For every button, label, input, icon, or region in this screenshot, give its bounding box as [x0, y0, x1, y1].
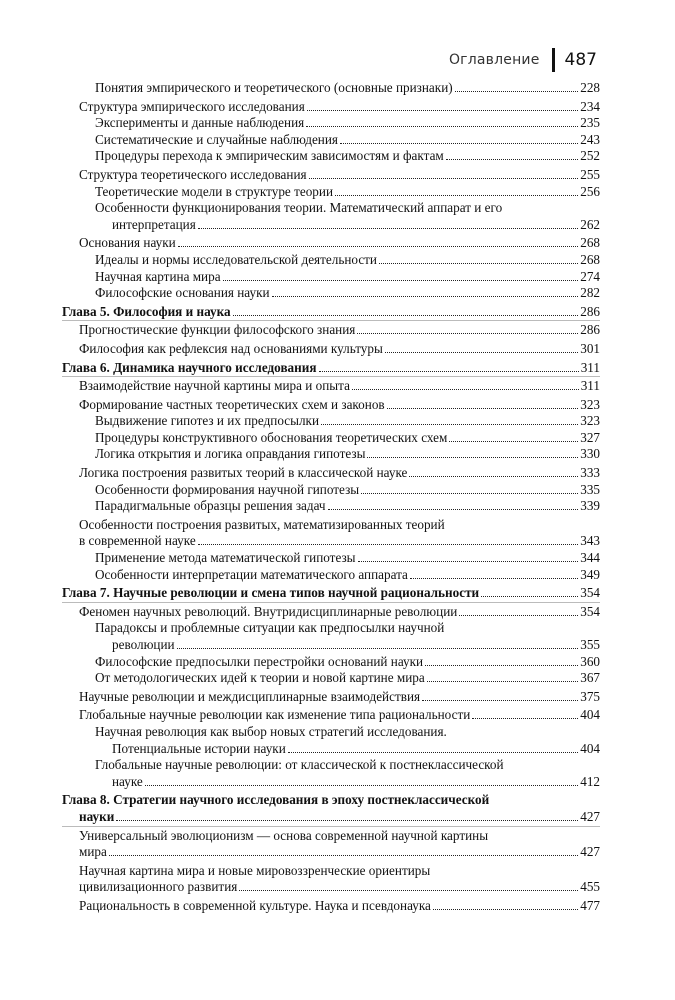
toc-entry-page: 282: [580, 285, 600, 301]
toc-entry-title: Формирование частных теоретических схем и законов: [79, 396, 385, 412]
dot-leader: [109, 855, 578, 856]
dot-leader: [335, 195, 578, 196]
toc-entry-title: Логика открытия и логика оправдания гипотезы: [95, 446, 366, 462]
toc-entry-page: 360: [580, 653, 600, 669]
toc-entry-page: 330: [580, 446, 600, 462]
toc-entry-page: 367: [580, 670, 600, 686]
dot-leader: [319, 371, 579, 372]
toc-entry-title: Глобальные научные революции как изменение типа рациональности: [79, 707, 471, 723]
toc-entry[interactable]: [62, 567, 600, 584]
toc-entry-title: Взаимодействие научной картины мира и опыта: [79, 378, 350, 394]
toc-entry-title-continuation: революции: [112, 637, 175, 652]
header-page-number: 487: [564, 50, 597, 70]
toc-entry-page: 427: [580, 808, 600, 824]
toc-entry-page: 349: [580, 566, 600, 582]
chapter-underline: [62, 376, 600, 377]
toc-entry-page: 228: [580, 80, 600, 95]
dot-leader: [446, 159, 578, 160]
toc-entry-page: 323: [580, 413, 600, 429]
toc-entry-page: 301: [580, 340, 600, 356]
toc-entry-page: 354: [580, 603, 600, 619]
toc-entry[interactable]: [62, 446, 600, 463]
toc-entry[interactable]: [62, 724, 600, 757]
toc-entry-title: Научная картина мира и новые мировоззренческие ориентиры: [79, 862, 431, 878]
toc-entry[interactable]: [62, 80, 600, 97]
toc-entry-page: 311: [580, 378, 600, 394]
dot-leader: [357, 333, 578, 334]
toc-entry-page: 404: [580, 740, 600, 756]
toc-entry[interactable]: [62, 378, 600, 395]
toc-entry-title: Парадигмальные образцы решения задач: [95, 498, 326, 514]
toc-entry-title: Структура теоретического исследования: [79, 166, 307, 182]
toc-entry[interactable]: [62, 200, 600, 233]
toc-entry-title-continuation: цивилизационного развития: [79, 879, 238, 895]
dot-leader: [409, 476, 578, 477]
toc-chapter-entry[interactable]: [62, 585, 600, 602]
toc-entry-title-continuation: интерпретация: [112, 216, 196, 232]
toc-entry-page: 355: [580, 637, 600, 652]
toc-entry[interactable]: [62, 167, 600, 184]
dot-leader: [410, 578, 578, 579]
table-of-contents: [62, 80, 600, 915]
toc-entry[interactable]: [62, 322, 600, 339]
dot-leader: [116, 820, 578, 821]
toc-entry[interactable]: [62, 397, 600, 414]
dot-leader: [272, 296, 579, 297]
toc-entry-title: Феномен научных революций. Внутридисциплинарные революции: [79, 603, 458, 619]
toc-entry-title: Философские предпосылки перестройки оснований науки: [95, 653, 424, 669]
toc-entry-title-continuation: мира: [79, 844, 107, 860]
toc-entry-title: Теоретические модели в структуре теории: [95, 183, 333, 199]
toc-entry-title: Прогностические функции философского знания: [79, 322, 356, 338]
dot-leader: [425, 665, 578, 666]
dot-leader: [379, 263, 578, 264]
toc-entry-page: 274: [580, 268, 600, 284]
toc-entry[interactable]: [62, 269, 600, 286]
dot-leader: [307, 110, 578, 111]
toc-entry[interactable]: [62, 654, 600, 671]
dot-leader: [306, 126, 578, 127]
header-section-title: Оглавление: [448, 52, 540, 68]
toc-entry-page: 375: [580, 688, 600, 704]
toc-entry-page: 404: [580, 707, 600, 723]
toc-entry[interactable]: [62, 670, 600, 687]
toc-entry-title: Применение метода математической гипотезы: [95, 550, 356, 566]
toc-entry[interactable]: [62, 235, 600, 252]
toc-entry-page: 335: [580, 481, 600, 497]
toc-entry-title: Рациональность в современной культуре. Наука и псевдонаука: [79, 897, 431, 913]
toc-entry[interactable]: [62, 498, 600, 515]
toc-entry-page: 333: [580, 465, 600, 481]
dot-leader: [321, 424, 578, 425]
running-header: [449, 47, 597, 73]
toc-entry-title: Логика построения развитых теорий в классической науке: [79, 465, 408, 481]
toc-entry-title: Идеалы и нормы исследовательской деятельности: [95, 251, 377, 267]
toc-entry[interactable]: [62, 184, 600, 201]
chapter-underline: [62, 320, 600, 321]
toc-chapter-entry[interactable]: [62, 360, 600, 377]
toc-entry-title: Особенности интерпретации математического аппарата: [95, 566, 408, 582]
toc-entry-page: 268: [580, 235, 600, 251]
toc-entry-title: Философские основания науки: [95, 285, 270, 301]
toc-entry-title: Особенности построения развитых, математизированных теорий: [79, 516, 445, 532]
toc-entry[interactable]: [62, 620, 600, 653]
dot-leader: [340, 143, 578, 144]
toc-entry[interactable]: [62, 413, 600, 430]
toc-entry-title: Глобальные научные революции: от классической к постнеклассической: [95, 757, 504, 773]
toc-entry-page: 455: [580, 879, 600, 895]
toc-entry-title: Универсальный эволюционизм — основа современной научной картины: [79, 827, 489, 843]
toc-entry-page: 354: [580, 585, 600, 601]
dot-leader: [145, 785, 578, 786]
toc-entry-title: Понятия эмпирического и теоретического (основные признаки): [95, 80, 453, 95]
toc-entry-page: 262: [580, 216, 600, 232]
dot-leader: [427, 681, 578, 682]
toc-entry-page: 286: [580, 322, 600, 338]
toc-entry[interactable]: [62, 604, 600, 621]
toc-entry-page: 234: [580, 98, 600, 114]
toc-entry-title: Выдвижение гипотез и их предпосылки: [95, 413, 320, 429]
toc-entry[interactable]: [62, 550, 600, 567]
toc-entry-page: 311: [580, 359, 600, 375]
dot-leader: [309, 178, 579, 179]
toc-entry-page: 339: [580, 498, 600, 514]
toc-entry[interactable]: [62, 99, 600, 116]
toc-entry-title-continuation: науки: [79, 808, 115, 824]
toc-entry-title: Научная революция как выбор новых стратегий исследования.: [95, 723, 447, 739]
dot-leader: [367, 457, 578, 458]
toc-entry-title: Глава 6. Динамика научного исследования: [62, 359, 317, 375]
dot-leader: [385, 352, 578, 353]
toc-chapter-entry[interactable]: [62, 304, 600, 321]
toc-chapter-entry[interactable]: [62, 792, 600, 825]
toc-entry-title-continuation: науке: [112, 773, 143, 789]
toc-entry-title: Глава 5. Философия и наука: [62, 303, 231, 319]
toc-entry[interactable]: [62, 689, 600, 706]
toc-entry-page: 477: [580, 897, 600, 913]
toc-entry-title: Основания науки: [79, 235, 176, 251]
toc-entry[interactable]: [62, 707, 600, 724]
toc-entry[interactable]: [62, 115, 600, 132]
toc-entry-title: Особенности функционирования теории. Математический аппарат и его: [95, 200, 503, 216]
toc-entry[interactable]: [62, 285, 600, 302]
dot-leader: [223, 280, 579, 281]
toc-entry-page: 252: [580, 148, 600, 164]
toc-entry-title-continuation: в современной науке: [79, 533, 196, 549]
toc-entry[interactable]: [62, 898, 600, 915]
toc-entry-title: Процедуры перехода к эмпирическим зависимостям и фактам: [95, 148, 444, 164]
toc-entry-title: От методологических идей к теории и новой картине мира: [95, 670, 425, 686]
toc-entry[interactable]: [62, 148, 600, 165]
dot-leader: [472, 718, 578, 719]
dot-leader: [422, 700, 578, 701]
dot-leader: [481, 596, 578, 597]
dot-leader: [233, 315, 579, 316]
toc-entry-page: 286: [580, 303, 600, 319]
toc-entry-page: 344: [580, 550, 600, 566]
toc-entry-title: Парадоксы и проблемные ситуации как предпосылки научной: [95, 620, 445, 636]
chapter-underline: [62, 602, 600, 603]
dot-leader: [198, 228, 578, 229]
toc-entry-title: Особенности формирования научной гипотезы: [95, 481, 360, 497]
toc-entry-title: Научные революции и междисциплинарные взаимодействия: [79, 688, 421, 704]
dot-leader: [328, 509, 579, 510]
header-divider: [552, 48, 555, 72]
dot-leader: [178, 246, 579, 247]
dot-leader: [433, 909, 578, 910]
toc-entry-page: 255: [580, 166, 600, 182]
toc-entry-page: 235: [580, 115, 600, 131]
toc-entry-title: Процедуры конструктивного обоснования теоретических схем: [95, 429, 448, 445]
toc-entry-title: Глава 7. Научные революции и смена типов научной рациональности: [62, 585, 480, 601]
toc-entry-title: Эксперименты и данные наблюдения: [95, 115, 305, 131]
dot-leader: [449, 441, 578, 442]
dot-leader: [358, 561, 579, 562]
toc-entry-title: Глава 8. Стратегии научного исследования в эпоху постнеклассической: [62, 792, 490, 808]
dot-leader: [459, 615, 578, 616]
dot-leader: [288, 752, 578, 753]
toc-entry[interactable]: [62, 863, 600, 896]
toc-entry[interactable]: [62, 482, 600, 499]
dot-leader: [387, 408, 579, 409]
toc-entry-title: Научная картина мира: [95, 268, 221, 284]
toc-entry-page: 327: [580, 429, 600, 445]
dot-leader: [361, 493, 578, 494]
dot-leader: [239, 890, 578, 891]
toc-entry[interactable]: [62, 465, 600, 482]
toc-entry[interactable]: [62, 757, 600, 790]
toc-entry-title: Философия как рефлексия над основаниями культуры: [79, 340, 383, 356]
toc-entry-page: 243: [580, 131, 600, 147]
dot-leader: [177, 648, 579, 649]
toc-entry-title: Систематические и случайные наблюдения: [95, 131, 338, 147]
toc-entry-page: 427: [580, 844, 600, 860]
toc-entry-title: Структура эмпирического исследования: [79, 98, 305, 114]
toc-entry[interactable]: [62, 430, 600, 447]
dot-leader: [198, 544, 579, 545]
dot-leader: [352, 389, 579, 390]
chapter-underline: [62, 826, 600, 827]
dot-leader: [455, 91, 579, 92]
toc-entry[interactable]: [62, 132, 600, 149]
toc-entry-page: 256: [580, 183, 600, 199]
toc-entry-title-continuation: Потенциальные истории науки: [112, 740, 286, 756]
toc-entry[interactable]: [62, 828, 600, 861]
toc-entry[interactable]: [62, 517, 600, 550]
toc-entry[interactable]: [62, 252, 600, 269]
toc-entry-page: 343: [580, 533, 600, 549]
toc-entry[interactable]: [62, 341, 600, 358]
toc-entry-page: 268: [580, 251, 600, 267]
toc-entry-page: 323: [580, 396, 600, 412]
toc-entry-page: 412: [580, 773, 600, 789]
